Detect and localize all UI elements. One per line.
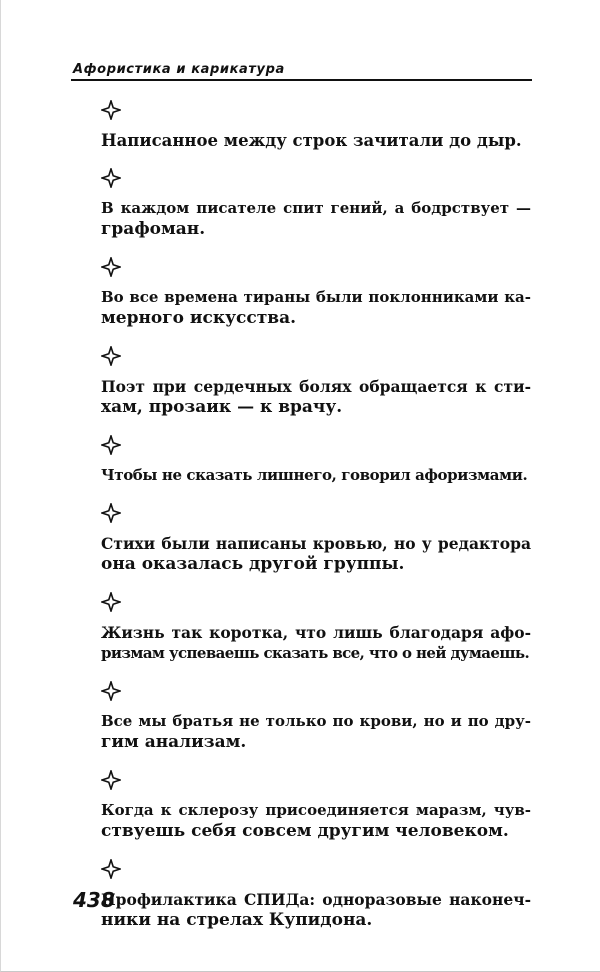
aphorism-line: В каждом писателе спит гений, а бодрствует — xyxy=(101,199,531,217)
four-point-star-icon xyxy=(101,770,121,790)
aphorism-line: Написанное между строк зачитали до дыр. xyxy=(101,131,522,150)
running-title: Афористика и карикатура xyxy=(73,62,285,77)
aphorism-list xyxy=(101,100,531,931)
aphorism-line: Поэт при сердечных болях обращается к сти- xyxy=(101,377,531,396)
aphorism-line: Чтобы не сказать лишнего, говорил афоризмами. xyxy=(101,466,528,484)
aphorism-entry xyxy=(101,168,531,240)
aphorism-line: Во все времена тираны были поклонниками ка- xyxy=(101,288,531,306)
aphorism-line: гим анализам. xyxy=(101,732,247,752)
aphorism-entry xyxy=(101,435,531,486)
four-point-star-icon xyxy=(101,592,121,612)
page-number: 438 xyxy=(73,888,115,912)
four-point-star-icon xyxy=(101,100,121,120)
aphorism-entry xyxy=(101,859,531,931)
four-point-star-icon xyxy=(101,435,121,455)
aphorism-entry xyxy=(101,681,531,753)
aphorism-line: Все мы братья не только по крови, но и по дру- xyxy=(101,712,531,730)
aphorism-line: она оказалась другой группы. xyxy=(101,554,405,574)
aphorism-line: Профилактика СПИДа: одноразовые наконеч- xyxy=(101,890,531,909)
aphorism-entry xyxy=(101,100,531,151)
header-rule xyxy=(71,79,532,81)
aphorism-line: мерного искусства. xyxy=(101,308,297,328)
four-point-star-icon xyxy=(101,346,121,366)
aphorism-line: Стихи были написаны кровью, но у редактора xyxy=(101,534,531,553)
aphorism-line: ризмам успеваешь сказать все, что о ней думаешь. xyxy=(101,644,530,662)
aphorism-line: хам, прозаик — к врачу. xyxy=(101,397,343,417)
aphorism-line: Когда к склерозу присоединяется маразм, чув- xyxy=(101,801,531,819)
aphorism-entry xyxy=(101,257,531,329)
aphorism-line: графоман. xyxy=(101,219,206,239)
four-point-star-icon xyxy=(101,503,121,523)
aphorism-line: ствуешь себя совсем другим человеком. xyxy=(101,821,509,841)
aphorism-entry xyxy=(101,503,531,575)
four-point-star-icon xyxy=(101,257,121,277)
four-point-star-icon xyxy=(101,859,121,879)
aphorism-line: Жизнь так коротка, что лишь благодаря афо- xyxy=(101,623,531,642)
aphorism-entry xyxy=(101,346,531,418)
aphorism-entry xyxy=(101,592,531,664)
aphorism-entry xyxy=(101,770,531,842)
aphorism-line: ники на стрелах Купидона. xyxy=(101,910,373,930)
four-point-star-icon xyxy=(101,168,121,188)
four-point-star-icon xyxy=(101,681,121,701)
